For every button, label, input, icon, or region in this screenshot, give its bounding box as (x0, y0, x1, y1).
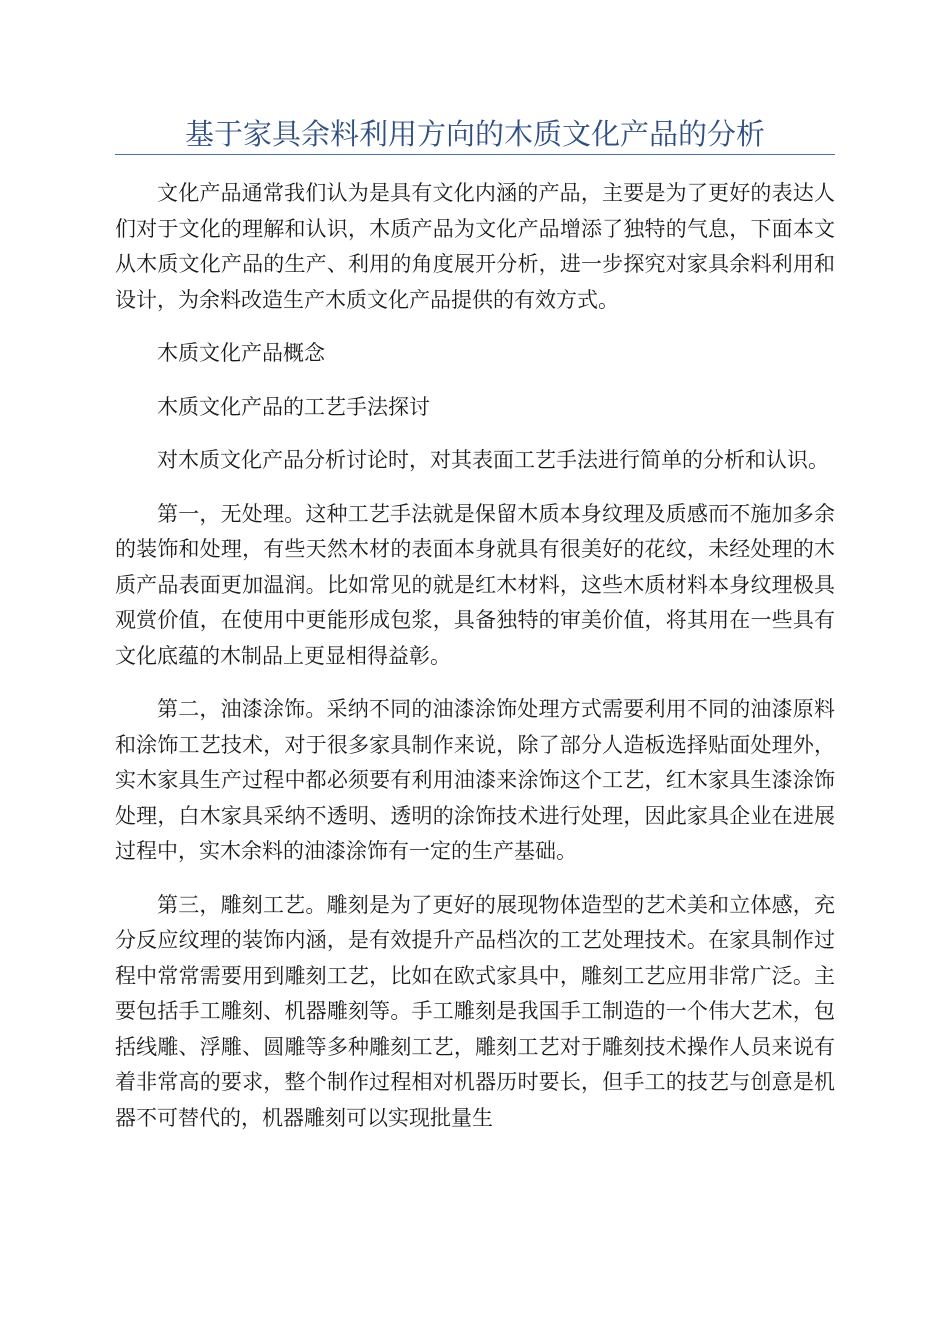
document-body (115, 176, 835, 1154)
section-heading-concept: 木质文化产品概念 (157, 341, 325, 365)
section-heading-techniques: 木质文化产品的工艺手法探讨 (157, 394, 430, 419)
technique-third-paragraph: 第三，雕刻工艺。雕刻是为了更好的展现物体造型的艺术美和立体感，充分反应纹理的装饰内涵，是有效提升产品档次的工艺处理技术。在家具制作过程中常常需要用到雕刻工艺，比如在欧式家具中，雕刻工艺应用非常广泛。主要包括手工雕刻、机器雕刻等。手工雕刻是我国手工制造的一个伟大艺术，包括线雕、浮雕、圆雕等多种雕刻工艺，雕刻工艺对于雕刻技术操作人员来说有着非常高的要求，整个制作过程相对机器历时要长，但手工的技艺与创意是机器不可替代的，机器雕刻可以实现批量生 (115, 892, 835, 1130)
title-underline (115, 154, 835, 155)
technique-first-paragraph: 第一，无处理。这种工艺手法就是保留木质本身纹理及质感而不施加多余的装饰和处理，有些天然木材的表面本身就具有很美好的花纹，未经处理的木质产品表面更加温润。比如常见的就是红木材料，这些木质材料本身纹理极具观赏价值，在使用中更能形成包浆，具备独特的审美价值，将其用在一些具有文化底蕴的木制品上更显相得益彰。 (115, 501, 835, 668)
document-title: 基于家具余料利用方向的木质文化产品的分析 (184, 117, 765, 151)
intro-paragraph: 文化产品通常我们认为是具有文化内涵的产品，主要是为了更好的表达人们对于文化的理解和认识，木质产品为文化产品增添了独特的气息，下面本文从木质文化产品的生产、利用的角度展开分析，进一步探究对家具余料利用和设计，为余料改造生产木质文化产品提供的有效方式。 (115, 181, 835, 312)
technique-second-paragraph: 第二，油漆涂饰。采纳不同的油漆涂饰处理方式需要利用不同的油漆原料和涂饰工艺技术，对于很多家具制作来说，除了部分人造板选择贴面处理外，实木家具生产过程中都必须要有利用油漆来涂饰这个工艺，红木家具生漆涂饰处理，白木家具采纳不透明、透明的涂饰技术进行处理，因此家具企业在进展过程中，实木余料的油漆涂饰有一定的生产基础。 (115, 697, 835, 863)
techniques-intro-paragraph: 对木质文化产品分析讨论时，对其表面工艺手法进行简单的分析和认识。 (157, 448, 829, 472)
